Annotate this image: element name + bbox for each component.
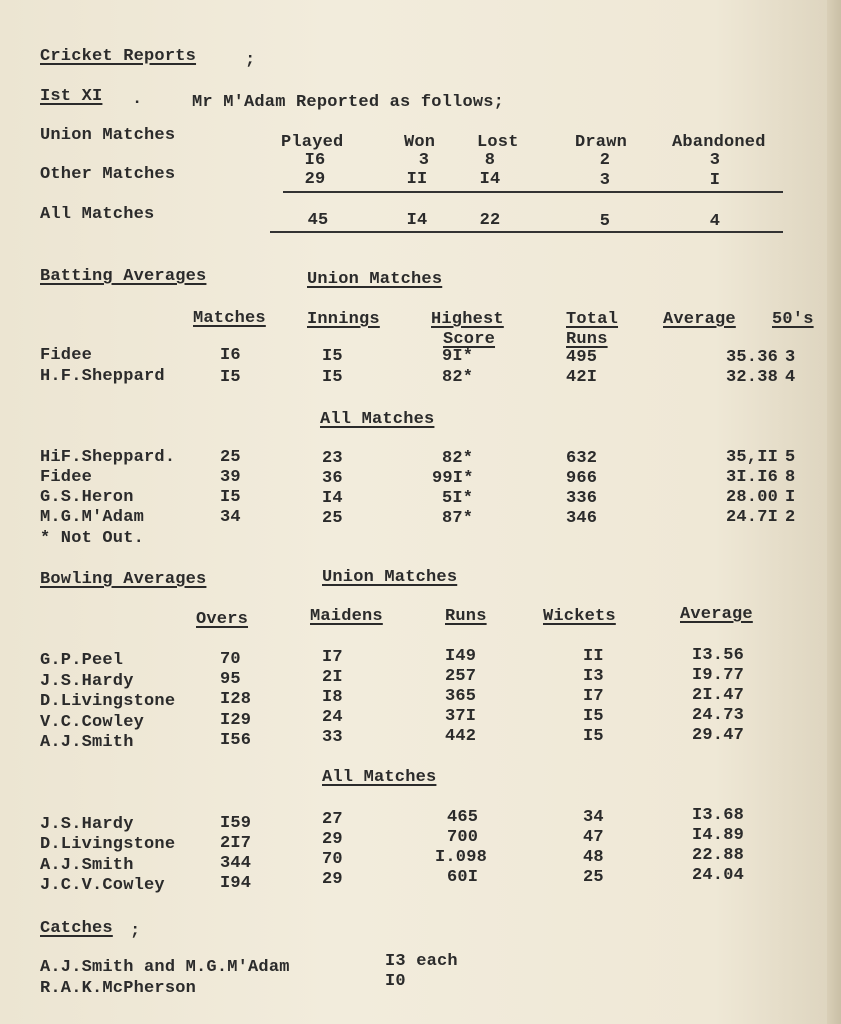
other-drawn: 3	[599, 171, 611, 190]
header-lost: Lost	[477, 133, 519, 152]
batting-union-title: Union Matches	[307, 270, 443, 289]
union-abandoned: 3	[709, 151, 721, 170]
all-matches-label: All Matches	[40, 205, 155, 224]
summary-rule-1	[283, 191, 783, 193]
not-out-note: * Not Out.	[40, 529, 145, 548]
catches-name: R.A.K.McPherson	[40, 979, 197, 998]
header-abandoned: Abandoned	[672, 133, 766, 152]
bowl-union-runs: I49	[445, 647, 477, 666]
bowl-union-maidens: I8	[322, 688, 343, 707]
all-drawn: 5	[599, 212, 611, 231]
page-title: Cricket Reports	[40, 47, 197, 66]
team-label-dot: .	[132, 90, 143, 109]
bat-all-total: 632	[566, 449, 598, 468]
bat-union-highest: 82*	[442, 368, 474, 387]
bat-all-total: 346	[566, 509, 598, 528]
bowl-header-runs: Runs	[445, 607, 487, 626]
batting-title: Batting Averages	[40, 267, 207, 286]
bat-union-name: Fidee	[40, 346, 93, 365]
catches-title: Catches	[40, 919, 113, 938]
bowl-header-average: Average	[680, 605, 753, 624]
page-edge	[827, 0, 841, 1024]
bat-all-innings: 23	[322, 449, 343, 468]
other-abandoned: I	[709, 171, 721, 190]
bowl-all-maidens: 27	[322, 810, 343, 829]
bat-header-highest: Highest	[431, 310, 504, 329]
catches-value: I0	[385, 972, 406, 991]
header-played: Played	[281, 133, 344, 152]
bowl-union-wickets: I5	[583, 727, 604, 746]
bowl-all-overs: 344	[220, 854, 252, 873]
bowl-union-average: I9.77	[692, 666, 745, 685]
bowl-header-wickets: Wickets	[543, 607, 616, 626]
all-abandoned: 4	[709, 212, 721, 231]
bat-union-average: 32.38	[725, 368, 778, 387]
bat-union-fifties: 4	[785, 368, 796, 387]
bat-all-highest: 87*	[442, 509, 474, 528]
bowl-all-maidens: 29	[322, 870, 343, 889]
bat-union-total: 42I	[566, 368, 598, 387]
bowl-all-runs: 700	[447, 828, 479, 847]
bat-union-name: H.F.Sheppard	[40, 367, 165, 386]
bat-all-total: 336	[566, 489, 598, 508]
bowl-all-average: I3.68	[692, 806, 745, 825]
bowl-all-wickets: 48	[583, 848, 604, 867]
bat-all-highest: 82*	[442, 449, 474, 468]
bat-union-matches: I5	[220, 368, 241, 387]
bat-union-matches: I6	[220, 346, 241, 365]
bowl-all-wickets: 25	[583, 868, 604, 887]
catches-name: A.J.Smith and M.G.M'Adam	[40, 958, 290, 977]
bat-header-matches: Matches	[193, 309, 266, 328]
summary-rule-2	[270, 231, 783, 233]
bat-all-average: 35,II	[725, 448, 778, 467]
bowl-all-name: D.Livingstone	[40, 835, 176, 854]
bat-all-name: M.G.M'Adam	[40, 508, 145, 527]
bat-all-innings: I4	[322, 489, 343, 508]
bat-all-matches: 34	[220, 508, 241, 527]
bowl-union-name: D.Livingstone	[40, 692, 176, 711]
bat-header-score: Score	[443, 330, 496, 349]
union-lost: 8	[484, 151, 496, 170]
bat-all-fifties: 2	[785, 508, 796, 527]
bowl-all-runs: 465	[447, 808, 479, 827]
bowl-all-overs: 2I7	[220, 834, 252, 853]
bat-union-highest: 9I*	[442, 347, 474, 366]
bowl-union-name: V.C.Cowley	[40, 713, 145, 732]
bat-all-innings: 25	[322, 509, 343, 528]
other-played: 29	[304, 170, 326, 189]
bat-all-name: G.S.Heron	[40, 488, 134, 507]
bowl-union-average: 2I.47	[692, 686, 745, 705]
bowl-header-maidens: Maidens	[310, 607, 383, 626]
bowl-union-overs: I28	[220, 690, 252, 709]
bat-union-innings: I5	[322, 347, 343, 366]
bowl-union-average: 24.73	[692, 706, 745, 725]
bowl-union-overs: I29	[220, 711, 252, 730]
bat-header-total: Total	[566, 310, 619, 329]
bowl-union-average: 29.47	[692, 726, 745, 745]
bat-header-average: Average	[663, 310, 736, 329]
bowl-union-runs: 365	[445, 687, 477, 706]
other-matches-label: Other Matches	[40, 165, 176, 184]
bat-all-highest: 5I*	[442, 489, 474, 508]
bat-header-fifties: 50's	[772, 310, 814, 329]
bowl-union-wickets: II	[583, 647, 604, 666]
bowl-all-overs: I59	[220, 814, 252, 833]
bat-all-name: HiF.Sheppard.	[40, 448, 176, 467]
bat-all-average: 28.00	[725, 488, 778, 507]
bowl-union-runs: 37I	[445, 707, 477, 726]
bat-union-innings: I5	[322, 368, 343, 387]
bowl-all-maidens: 29	[322, 830, 343, 849]
union-drawn: 2	[599, 151, 611, 170]
bowl-all-overs: I94	[220, 874, 252, 893]
bowl-union-maidens: 24	[322, 708, 343, 727]
bowl-all-runs: I.098	[435, 848, 488, 867]
bat-union-total: 495	[566, 348, 598, 367]
bat-header-innings: Innings	[307, 310, 380, 329]
bowl-all-average: 24.04	[692, 866, 745, 885]
bowling-title: Bowling Averages	[40, 570, 207, 589]
catches-title-suffix: ;	[130, 922, 141, 941]
bowl-all-wickets: 34	[583, 808, 604, 827]
other-lost: I4	[479, 170, 501, 189]
bowl-all-name: A.J.Smith	[40, 856, 134, 875]
union-played: I6	[304, 151, 326, 170]
all-played: 45	[307, 211, 329, 230]
bat-all-name: Fidee	[40, 468, 93, 487]
bowling-all-title: All Matches	[322, 768, 437, 787]
bowl-header-overs: Overs	[196, 610, 249, 629]
bowl-all-wickets: 47	[583, 828, 604, 847]
bat-all-fifties: 5	[785, 448, 796, 467]
header-won: Won	[404, 133, 436, 152]
union-matches-label: Union Matches	[40, 126, 176, 145]
bowling-union-title: Union Matches	[322, 568, 458, 587]
bowl-union-overs: I56	[220, 731, 252, 750]
bat-all-highest: 99I*	[432, 469, 474, 488]
bat-all-matches: 39	[220, 468, 241, 487]
bowl-union-maidens: 2I	[322, 668, 343, 687]
bowl-all-average: 22.88	[692, 846, 745, 865]
bowl-all-name: J.S.Hardy	[40, 815, 134, 834]
bowl-union-wickets: I7	[583, 687, 604, 706]
bat-all-fifties: I	[785, 488, 796, 507]
all-won: I4	[406, 211, 428, 230]
bat-all-fifties: 8	[785, 468, 796, 487]
bowl-union-name: G.P.Peel	[40, 651, 124, 670]
bowl-union-runs: 442	[445, 727, 477, 746]
header-drawn: Drawn	[575, 133, 628, 152]
batting-all-title: All Matches	[320, 410, 435, 429]
bowl-union-maidens: 33	[322, 728, 343, 747]
page-title-suffix: ;	[245, 51, 256, 70]
bowl-all-runs: 60I	[447, 868, 479, 887]
bat-all-matches: 25	[220, 448, 241, 467]
bat-all-innings: 36	[322, 469, 343, 488]
union-won: 3	[418, 151, 430, 170]
bat-header-runs: Runs	[566, 330, 608, 349]
bowl-union-runs: 257	[445, 667, 477, 686]
catches-value: I3 each	[385, 952, 458, 971]
all-lost: 22	[479, 211, 501, 230]
bowl-union-maidens: I7	[322, 648, 343, 667]
report-intro: Mr M'Adam Reported as follows;	[192, 93, 505, 112]
bowl-union-name: A.J.Smith	[40, 733, 134, 752]
other-won: II	[406, 170, 428, 189]
bowl-union-overs: 70	[220, 650, 241, 669]
bowl-all-maidens: 70	[322, 850, 343, 869]
bowl-union-wickets: I5	[583, 707, 604, 726]
bowl-union-overs: 95	[220, 670, 241, 689]
bat-union-average: 35.36	[725, 348, 778, 367]
bowl-union-wickets: I3	[583, 667, 604, 686]
bat-union-fifties: 3	[785, 348, 796, 367]
bowl-all-name: J.C.V.Cowley	[40, 876, 165, 895]
bat-all-total: 966	[566, 469, 598, 488]
bowl-union-name: J.S.Hardy	[40, 672, 134, 691]
bowl-union-average: I3.56	[692, 646, 745, 665]
team-label: Ist XI	[40, 87, 103, 106]
bat-all-average: 24.7I	[725, 508, 778, 527]
bat-all-average: 3I.I6	[725, 468, 778, 487]
bowl-all-average: I4.89	[692, 826, 745, 845]
bat-all-matches: I5	[220, 488, 241, 507]
